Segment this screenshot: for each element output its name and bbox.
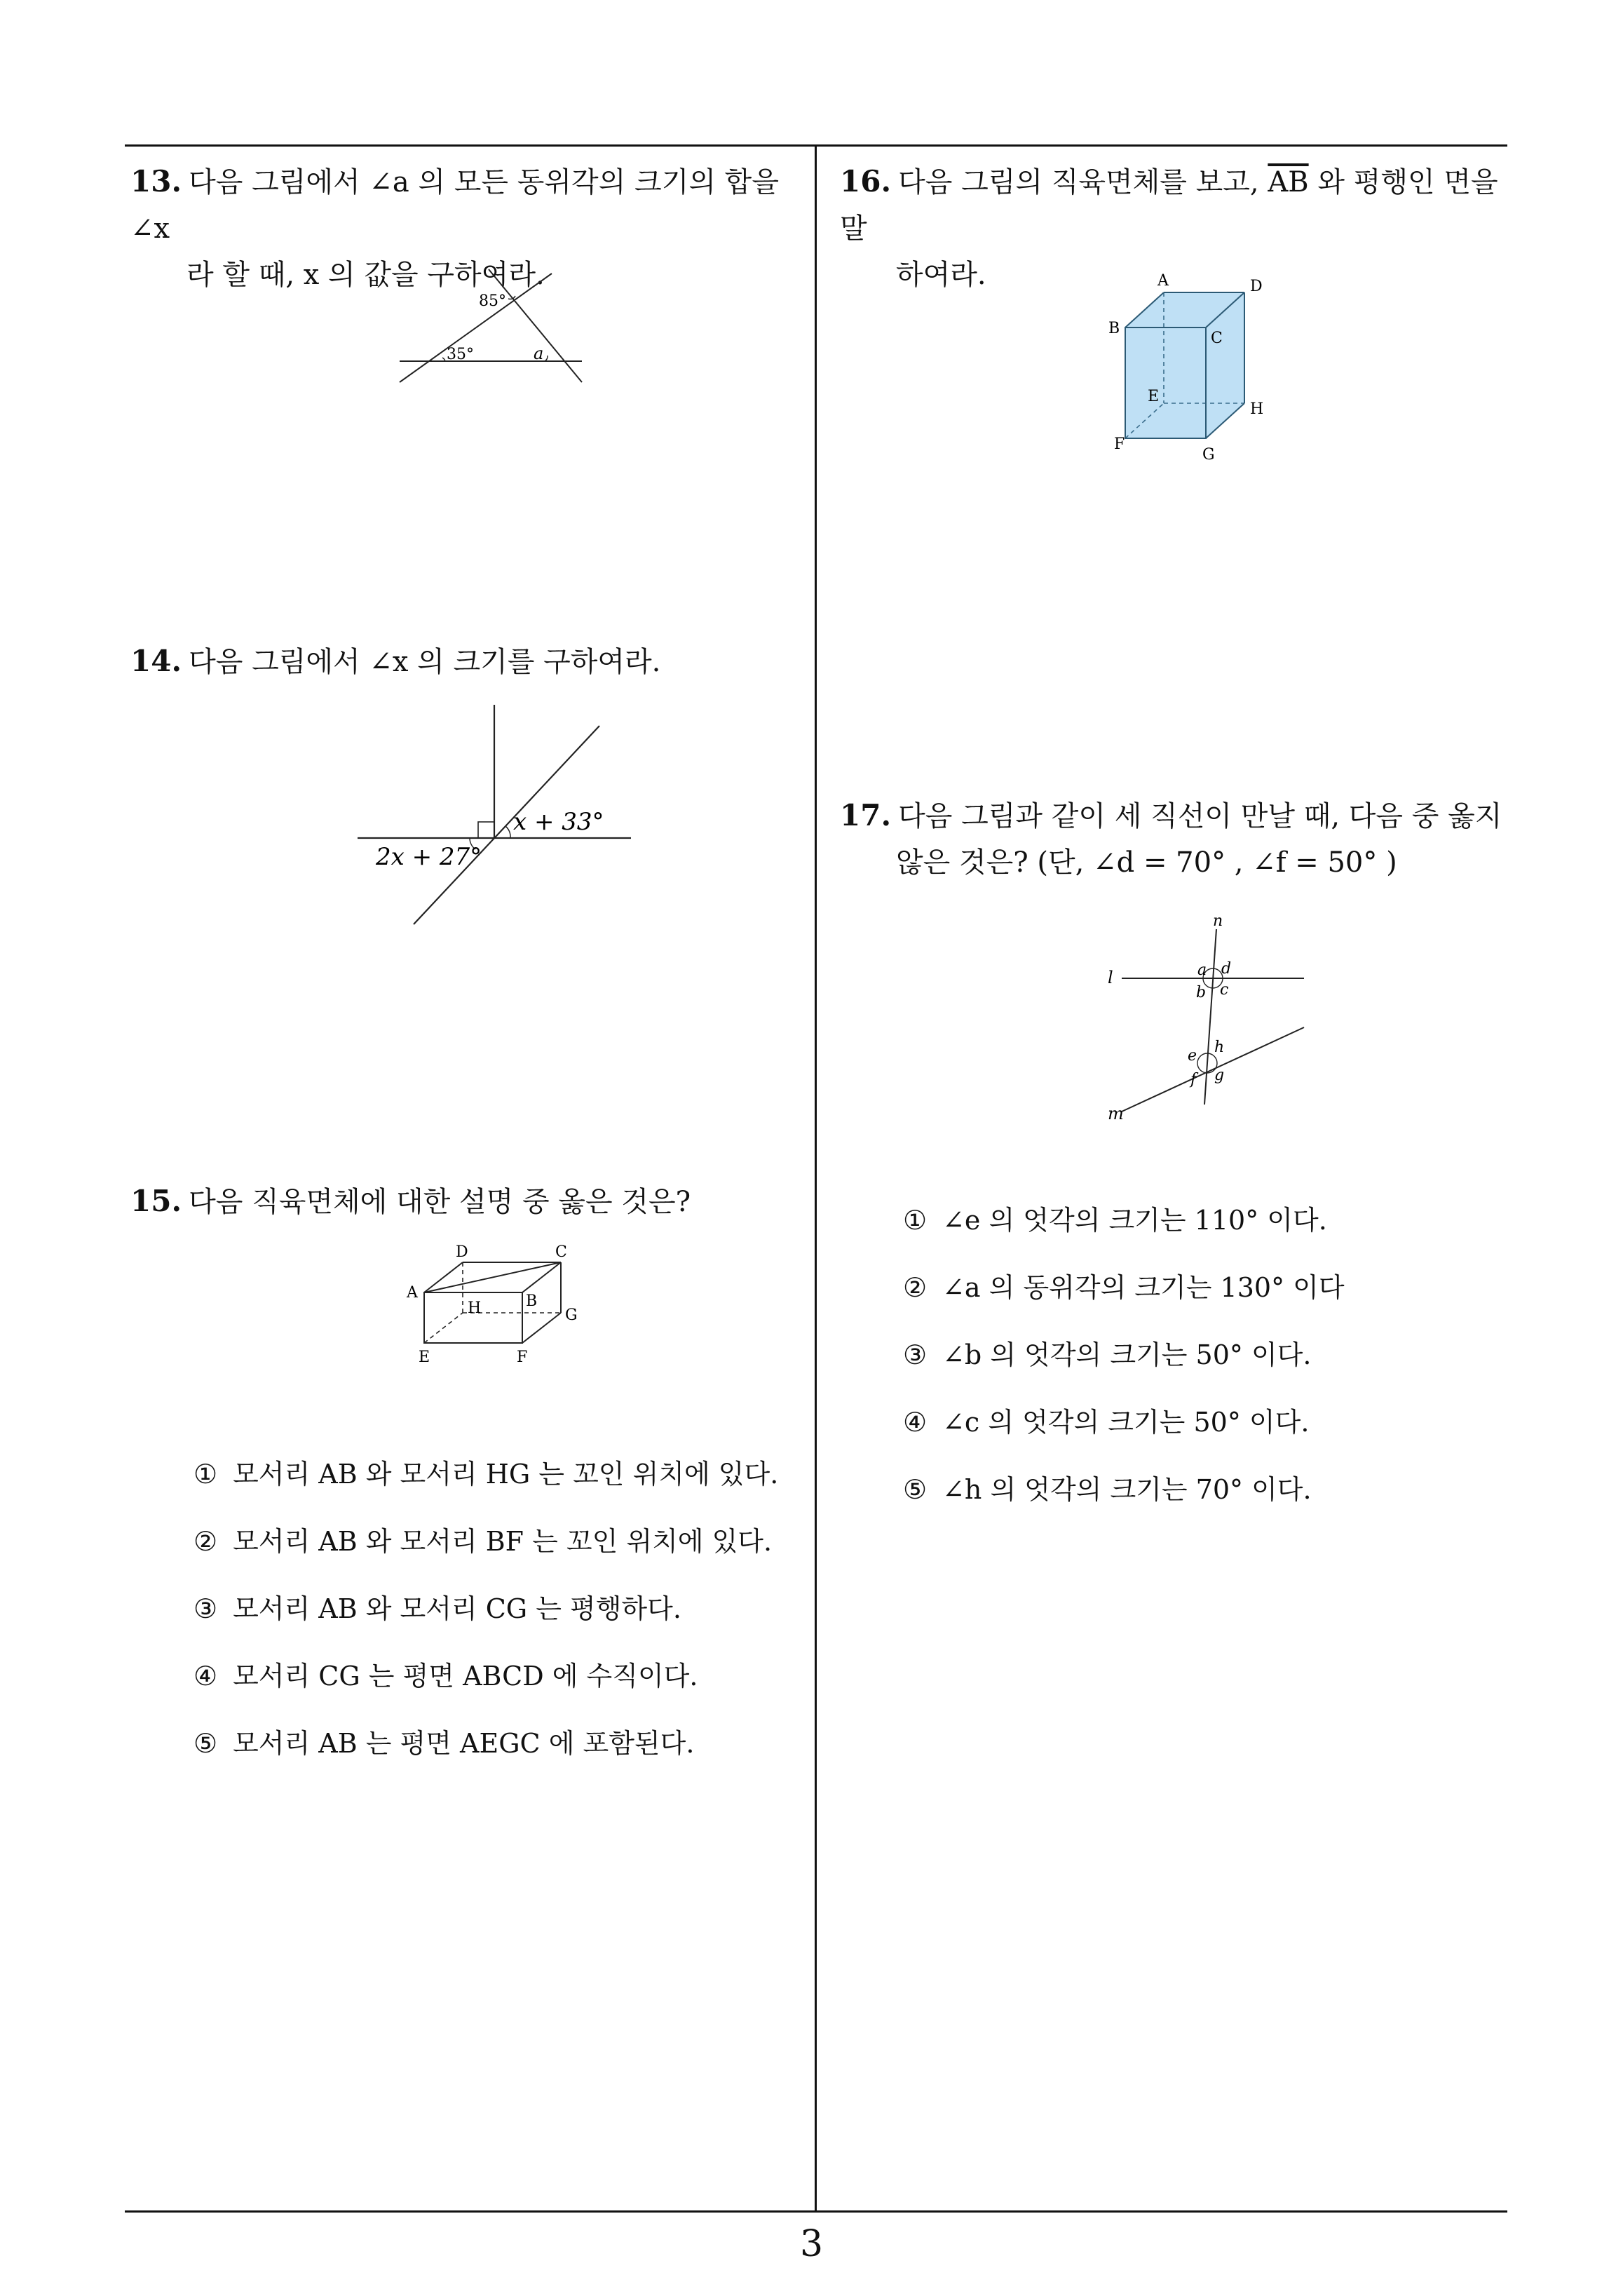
question-text-line2: 라 할 때, x 의 값을 구하여라.	[186, 259, 545, 291]
label-n: n	[1213, 912, 1223, 930]
label-a: a	[1197, 961, 1207, 979]
vertex-F: F	[1114, 435, 1125, 453]
diagonal-AC	[424, 1262, 561, 1292]
choice-1[interactable]	[193, 1453, 778, 1520]
label-d: d	[1221, 960, 1232, 978]
page-number: 3	[799, 2223, 824, 2265]
question-14	[130, 638, 803, 685]
vertex-D: D	[1250, 278, 1263, 295]
question-text-line1: 다음 그림과 같이 세 직선이 만날 때, 다음 중 옳지	[898, 800, 1502, 832]
vertex-E: E	[419, 1349, 430, 1366]
question-text-line1: 다음 그림에서 ∠x 의 크기를 구하여라.	[189, 646, 661, 678]
vertex-C: C	[555, 1243, 567, 1261]
bottom-rule	[125, 2210, 1507, 2213]
label-2x-plus-27: 2x + 27°	[376, 843, 482, 871]
label-h: h	[1214, 1039, 1225, 1056]
question-number: 15.	[130, 1184, 182, 1218]
label-c: c	[1220, 981, 1229, 999]
question-number: 13.	[130, 164, 182, 198]
choice-text: 모서리 AB 와 모서리 BF 는 꼬인 위치에 있다.	[233, 1526, 773, 1557]
choice-mark: ②	[903, 1272, 928, 1303]
label-a: a	[534, 344, 544, 363]
choice-2[interactable]	[193, 1520, 778, 1588]
choice-4[interactable]	[903, 1401, 1345, 1468]
line-m	[1122, 1027, 1304, 1112]
choice-5[interactable]	[903, 1468, 1345, 1536]
label-x-plus-33: x + 33°	[513, 808, 604, 836]
question-number: 17.	[840, 798, 892, 832]
question-text-line1: 다음 직육면체에 대한 설명 중 옳은 것은?	[189, 1186, 691, 1218]
falling-line	[489, 269, 582, 382]
choice-text: 모서리 CG 는 평면 ABCD 에 수직이다.	[233, 1661, 698, 1691]
q14-figure	[351, 698, 645, 929]
label-m: m	[1108, 1104, 1124, 1123]
choice-1[interactable]	[903, 1199, 1345, 1267]
choice-text: 모서리 AB 는 평면 AEGC 에 포함된다.	[233, 1728, 695, 1759]
choice-mark: ⑤	[193, 1728, 218, 1759]
question-number: 16.	[840, 164, 892, 198]
rising-line	[400, 274, 552, 382]
label-f: f	[1190, 1071, 1197, 1088]
choice-text: ∠b 의 엇각의 크기는 50° 이다.	[942, 1339, 1312, 1370]
vertex-E: E	[1148, 388, 1160, 405]
vertex-A: A	[1157, 272, 1169, 290]
cuboid-fill	[1125, 292, 1244, 438]
q13-diagram	[396, 266, 606, 393]
q16-cuboid	[1104, 270, 1315, 473]
vertex-G: G	[565, 1306, 578, 1324]
choice-mark: ③	[193, 1593, 218, 1624]
question-15	[130, 1178, 803, 1225]
edge-FG	[522, 1313, 561, 1343]
question-17	[840, 792, 1506, 886]
question-text-line1a: 다음 그림의 직육면체를 보고,	[898, 166, 1259, 198]
q16-figure	[1104, 270, 1315, 473]
label-e: e	[1188, 1047, 1197, 1065]
choice-text: 모서리 AB 와 모서리 CG 는 평행하다.	[233, 1593, 681, 1624]
q13-figure	[396, 266, 606, 393]
question-text-line2: 않은 것은? (단, ∠d = 70° , ∠f = 50° )	[896, 846, 1397, 879]
vertex-A: A	[407, 1284, 418, 1302]
vertex-F: F	[517, 1349, 528, 1366]
question-text-line2: 하여라.	[896, 259, 986, 291]
angle-arc-right	[505, 826, 510, 838]
question-text-line1: 다음 그림에서 ∠a 의 모든 동위각의 크기의 합을 ∠x	[130, 166, 779, 245]
label-35: 35°	[447, 346, 474, 363]
choice-mark: ④	[903, 1407, 928, 1438]
choice-mark: ④	[193, 1661, 218, 1691]
label-85: 85°	[479, 292, 506, 310]
q14-diagram	[351, 698, 645, 929]
choice-text: ∠a 의 동위각의 크기는 130° 이다	[942, 1272, 1345, 1303]
q15-choices	[193, 1453, 778, 1790]
choice-4[interactable]	[193, 1655, 778, 1722]
choice-5[interactable]	[193, 1722, 778, 1790]
choice-mark: ①	[193, 1459, 218, 1490]
label-g: g	[1214, 1067, 1225, 1084]
angle-arc-a	[545, 356, 548, 361]
question-text-line1b: 와 평행인 면을 말	[840, 166, 1498, 245]
choice-text: 모서리 AB 와 모서리 HG 는 꼬인 위치에 있다.	[233, 1459, 779, 1490]
choice-mark: ②	[193, 1526, 218, 1557]
choice-text: ∠c 의 엇각의 크기는 50° 이다.	[942, 1407, 1310, 1438]
vertex-D: D	[456, 1243, 468, 1261]
hidden-edge-EH	[424, 1313, 463, 1343]
vertex-G: G	[1202, 446, 1215, 464]
choice-2[interactable]	[903, 1267, 1345, 1334]
segment-ab: $\overline{AB}$	[1268, 166, 1309, 198]
q17-choices	[903, 1199, 1345, 1536]
vertex-B: B	[1108, 320, 1120, 337]
choice-text: ∠e 의 엇각의 크기는 110° 이다.	[942, 1205, 1327, 1236]
q17-diagram	[1108, 912, 1318, 1122]
q17-figure	[1108, 912, 1318, 1122]
choice-mark: ⑤	[903, 1474, 928, 1505]
vertex-H: H	[1250, 400, 1264, 418]
label-b: b	[1196, 984, 1207, 1001]
right-angle-mark	[478, 822, 494, 838]
choice-3[interactable]	[193, 1588, 778, 1655]
choice-mark: ①	[903, 1205, 928, 1236]
vertex-B: B	[526, 1292, 538, 1310]
choice-3[interactable]	[903, 1334, 1345, 1401]
q15-figure	[400, 1234, 596, 1375]
label-l: l	[1108, 968, 1113, 987]
vertex-C: C	[1211, 330, 1223, 347]
q15-cuboid	[400, 1234, 596, 1375]
question-number: 14.	[130, 644, 182, 678]
choice-text: ∠h 의 엇각의 크기는 70° 이다.	[942, 1474, 1312, 1505]
choice-mark: ③	[903, 1339, 928, 1370]
vertex-H: H	[468, 1299, 482, 1317]
column-divider	[815, 144, 817, 2212]
